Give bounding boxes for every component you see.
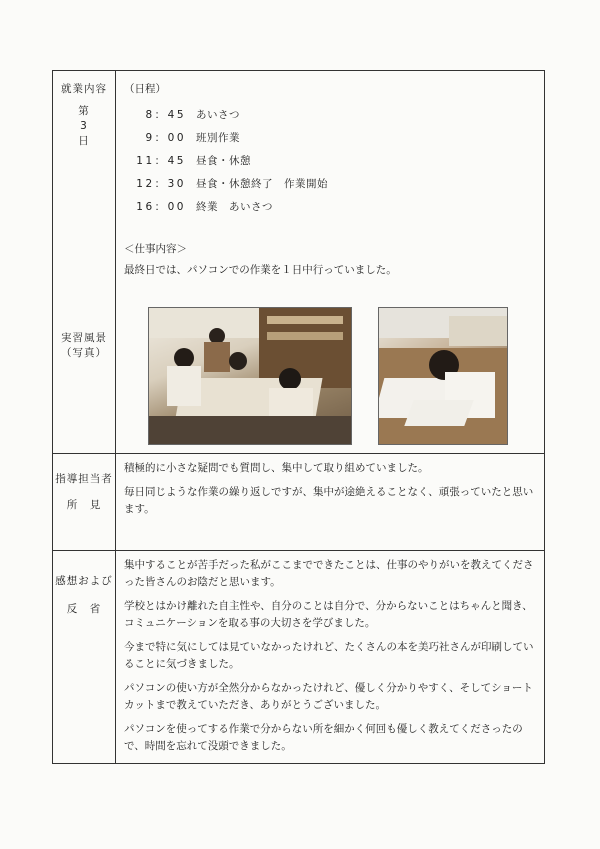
- schedule-item: [124, 150, 544, 173]
- day-char: 3: [80, 120, 88, 132]
- schedule-heading: （日程）: [124, 83, 166, 95]
- schedule-text: あいさつ: [196, 109, 240, 121]
- reflection-paragraph: 集中することが苦手だった私がここまでできたことは、仕事のやりがいを教えてくださった皆さんのお陰だと思います。: [124, 559, 534, 588]
- reflection-paragraph: 学校とはかけ離れた自主性や、自分のことは自分で、分からないことはちゃんと聞き、コミュニケーションを取る事の大切さを学びました。: [124, 600, 533, 629]
- schedule-item: [124, 127, 544, 150]
- day-char: 第: [78, 105, 90, 117]
- job-heading: ＜仕事内容＞: [124, 243, 187, 255]
- schedule-text: 昼食・休憩: [196, 155, 251, 167]
- job-text: 最終日では、パソコンでの作業を１日中行っていました。: [124, 264, 397, 276]
- day-label: [53, 104, 115, 149]
- schedule-item: [124, 173, 544, 196]
- job-section: [116, 219, 544, 279]
- schedule-text: 班別作業: [196, 132, 240, 144]
- workplace-photo-1: [148, 307, 352, 445]
- supervisor-paragraph: 積極的に小さな疑問でも質問し、集中して取り組めていました。: [124, 462, 429, 474]
- supervisor-label-line2: 所 見: [66, 499, 102, 511]
- reflection-content-cell: [116, 551, 545, 764]
- reflection-row: [53, 551, 545, 764]
- supervisor-paragraph: 毎日同じような作業の繰り返しですが、集中が途絶えることなく、頑張っていたと思います。: [124, 486, 534, 515]
- supervisor-label-cell: [53, 454, 116, 551]
- reflection-label: [53, 567, 115, 623]
- reflection-paragraph: 今まで特に気にしては見ていなかったけれど、たくさんの本を美巧社さんが印刷していることに気づきました。: [124, 641, 534, 670]
- report-table: [52, 70, 545, 764]
- photo-label-line1: 実習風景: [61, 332, 107, 344]
- supervisor-content-cell: [116, 454, 545, 551]
- day-char: 日: [78, 135, 90, 147]
- photo-area: [116, 307, 544, 445]
- schedule-time: 9：00: [145, 132, 186, 144]
- work-label-cell: [53, 71, 116, 454]
- work-content-cell: [116, 71, 545, 454]
- reflection-comments: [116, 551, 544, 755]
- photo-label: [53, 331, 115, 361]
- supervisor-label-line1: 指導担当者: [55, 473, 113, 485]
- report-sheet: [52, 70, 545, 768]
- photo-label-line2: （写真）: [61, 347, 107, 359]
- schedule-text: 昼食・休憩終了 作業開始: [196, 178, 328, 190]
- schedule-text: 終業 あいさつ: [196, 201, 273, 213]
- supervisor-label: [53, 466, 115, 518]
- reflection-label-cell: [53, 551, 116, 764]
- workplace-photo-2: [378, 307, 508, 445]
- schedule-time: 12：30: [136, 178, 186, 190]
- schedule-item: [124, 104, 544, 127]
- supervisor-comments: [116, 454, 544, 518]
- schedule-item: [124, 196, 544, 219]
- work-label: 就業内容: [61, 83, 107, 95]
- work-row: [53, 71, 545, 454]
- reflection-label-line2: 反 省: [66, 603, 102, 615]
- schedule-time: 16：00: [136, 201, 186, 213]
- schedule-time: 8：45: [145, 109, 186, 121]
- reflection-paragraph: パソコンを使ってする作業で分からない所を細かく何回も優しく教えてくださったので、時間を忘れて没頭できました。: [124, 723, 523, 752]
- schedule: [116, 71, 544, 219]
- reflection-label-line1: 感想および: [55, 575, 113, 587]
- schedule-time: 11：45: [136, 155, 186, 167]
- supervisor-row: [53, 454, 545, 551]
- reflection-paragraph: パソコンの使い方が全然分からなかったけれど、優しく分かりやすく、そしてショートカットまで教えていただき、ありがとうございました。: [124, 682, 533, 711]
